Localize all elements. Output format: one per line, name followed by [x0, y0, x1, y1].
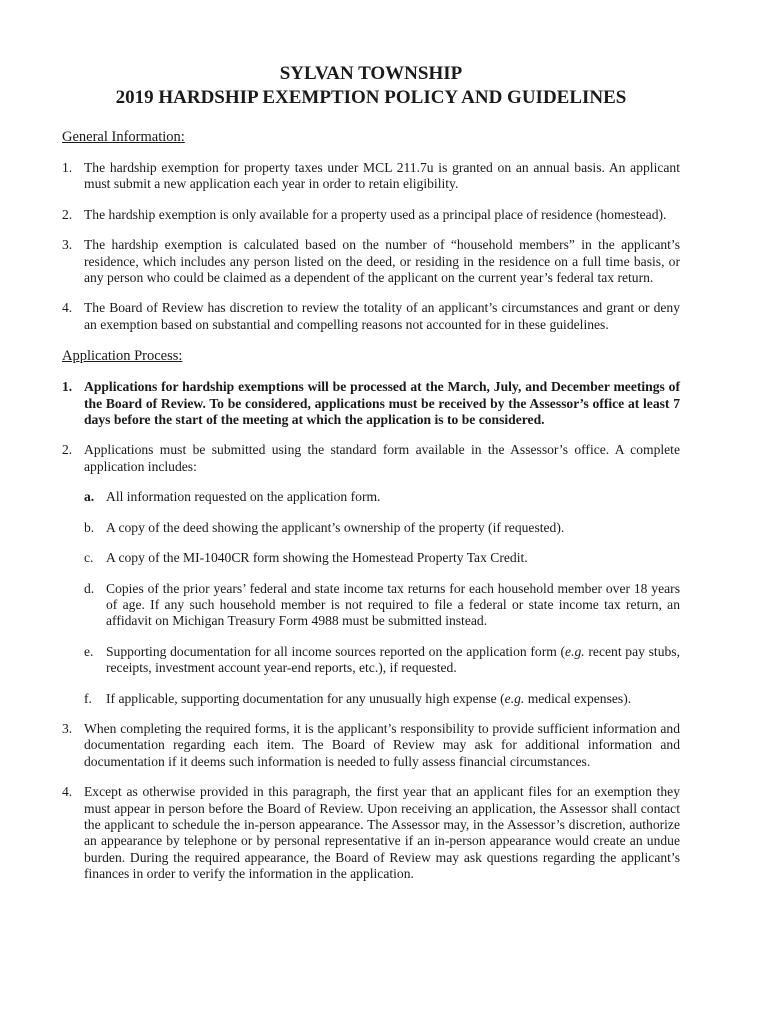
general-item-1 [62, 160, 680, 193]
requirement-f [84, 691, 680, 707]
requirement-text-end: recent pay stubs, receipts, investment account year-end reports, etc.), if requested. [106, 643, 680, 676]
general-information-heading: General Information: [62, 129, 185, 145]
requirement-text-start: Supporting documentation for all income sources reported on the application form ( [106, 643, 566, 659]
application-item-4 [62, 784, 680, 882]
item-number: 4. [62, 784, 73, 800]
requirement-text-start: If applicable, supporting documentation for any unusually high expense ( [106, 690, 505, 706]
application-item-1 [62, 379, 680, 428]
application-process-heading: Application Process: [62, 348, 183, 365]
requirement-text [106, 691, 631, 706]
requirement-text [106, 644, 680, 675]
requirement-letter: d. [84, 580, 95, 596]
requirement-text: A copy of the MI-1040CR form showing the Homestead Property Tax Credit. [106, 550, 528, 566]
requirement-c [84, 550, 680, 566]
requirement-a [84, 489, 680, 505]
application-process-list [62, 379, 680, 882]
general-item-2 [62, 207, 680, 223]
general-information-heading-text: General Information [62, 129, 181, 145]
item-number: 1. [62, 160, 73, 175]
requirement-letter: a. [84, 489, 95, 505]
item-number: 3. [62, 237, 73, 253]
requirement-letter: c. [84, 550, 94, 566]
item-text: Applications must be submitted using the standard form available in the Assessor’s office. A complete application includes: [84, 442, 680, 474]
general-item-3 [62, 237, 680, 286]
requirement-d [84, 581, 680, 630]
requirement-text: All information requested on the application form. [106, 489, 381, 505]
requirement-text: Copies of the prior years’ federal and state income tax returns for each household member over 18 years of age. If any such household member is not required to file a federal or state income tax return, an affidavit on Michigan Treasury Form 4988 must be submitted instead. [106, 580, 680, 629]
item-number: 3. [62, 720, 73, 736]
application-item-2 [62, 442, 680, 706]
title-policy: 2019 HARDSHIP EXEMPTION POLICY AND GUIDELINES [115, 87, 627, 108]
requirement-letter: b. [84, 519, 95, 535]
item-number: 4. [62, 300, 73, 316]
title-township: SYLVAN TOWNSHIP [279, 63, 463, 84]
application-process-heading-text: Application Process [62, 348, 179, 365]
item-text: The hardship exemption is only available for a property used as a principal place of residence (homestead). [84, 206, 667, 222]
item-text: The hardship exemption for property taxes under MCL 211.7u is granted on an annual basis. An applicant must submit a new application each year in order to retain eligibility. [84, 160, 680, 192]
general-information-list [62, 160, 680, 333]
eg-abbreviation: e.g. [565, 643, 585, 659]
item-text: The hardship exemption is calculated based on the number of “household members” in the applicant’s residence, which includes any person listed on the deed, or residing in the residence on a full time basis, or any person who could be claimed as a dependent of the applicant on the current year’s federal tax return. [84, 237, 680, 286]
requirement-text-end: medical expenses). [524, 690, 632, 706]
general-item-4 [62, 300, 680, 333]
item-text: When completing the required forms, it is the applicant’s responsibility to provide sufficient information and documentation regarding each item. The Board of Review may ask for additional information and documentation if it deems such information is needed to fully assess financial circumstances. [84, 720, 680, 769]
requirement-e [84, 644, 680, 677]
item-text: The Board of Review has discretion to review the totality of an applicant’s circumstances and grant or deny an exemption based on substantial and compelling reasons not accounted for in these guidelines. [84, 300, 680, 332]
item-number: 2. [62, 442, 73, 458]
requirement-letter: e. [84, 643, 94, 659]
requirement-letter: f. [84, 690, 92, 706]
requirement-text: A copy of the deed showing the applicant’s ownership of the property (if requested). [106, 519, 565, 535]
application-item-3 [62, 721, 680, 770]
requirement-b [84, 520, 680, 536]
item-text: Applications for hardship exemptions will be processed at the March, July, and December meetings of the Board of Review. To be considered, applications must be received by the Assessor’s office at least 7 days before the start of the meeting at which the application is to be considered. [84, 379, 680, 428]
eg-abbreviation: e.g. [504, 690, 525, 706]
item-number: 1. [62, 379, 73, 395]
application-requirements-list [84, 489, 680, 707]
item-text: Except as otherwise provided in this paragraph, the first year that an applicant files for an exemption they must appear in person before the Board of Review. Upon receiving an application, the Assessor shall contact the applicant to schedule the in-person appearance. The Assessor may, in the Assessor’s discretion, authorize an appearance by telephone or by personal representative if an in-person appearance would create an undue burden. During the required appearance, the Board of Review may ask questions regarding the applicant’s finances in order to verify the information in the application. [84, 784, 680, 882]
item-number: 2. [62, 206, 73, 222]
